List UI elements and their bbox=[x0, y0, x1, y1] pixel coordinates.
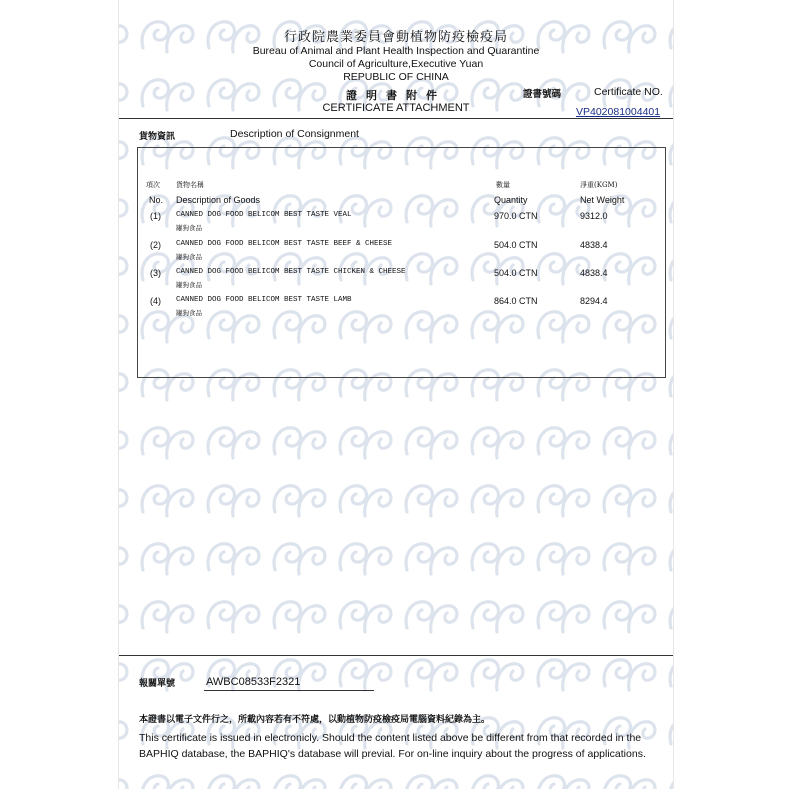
item-description-cn: 罐狗食品 bbox=[176, 309, 202, 317]
item-number: (4) bbox=[150, 296, 161, 306]
item-number: (1) bbox=[150, 211, 161, 221]
item-description: CANNED DOG FOOD BELICOM BEST TASTE BEEF & CHEESE bbox=[176, 240, 393, 248]
column-header-qty-cn: 數量 bbox=[496, 181, 510, 189]
column-header-weight-cn: 淨重(KGM) bbox=[580, 181, 618, 189]
header-divider bbox=[119, 118, 673, 119]
customs-declaration-label-cn: 報關單號 bbox=[139, 679, 176, 689]
item-quantity: 504.0 CTN bbox=[494, 268, 538, 278]
column-header-no-en: No. bbox=[149, 195, 164, 205]
certificate-number-label-en: Certificate NO. bbox=[594, 86, 663, 98]
item-net-weight: 9312.0 bbox=[580, 211, 608, 221]
item-net-weight: 8294.4 bbox=[580, 296, 608, 306]
country-name-en: REPUBLIC OF CHINA bbox=[343, 71, 449, 83]
customs-declaration-number: AWBC08533F2321 bbox=[206, 676, 301, 688]
electronic-issue-note-cn: 本證書以電子文件行之，所載內容若有不符處，以動植物防疫檢疫局電腦資料紀錄為主。 bbox=[139, 715, 491, 725]
column-header-weight-en: Net Weight bbox=[580, 195, 625, 205]
certificate-number-value: VP402081004401 bbox=[576, 106, 661, 118]
consignment-label-cn: 貨物資訊 bbox=[139, 132, 176, 142]
item-quantity: 970.0 CTN bbox=[494, 211, 538, 221]
document-title-en: CERTIFICATE ATTACHMENT bbox=[322, 102, 470, 114]
council-name-en: Council of Agriculture,Executive Yuan bbox=[308, 58, 484, 70]
item-description-cn: 罐狗食品 bbox=[176, 224, 202, 232]
column-header-desc-en: Description of Goods bbox=[176, 195, 261, 205]
item-description: CANNED DOG FOOD BELICOM BEST TASTE CHICKEN & CHEESE bbox=[176, 268, 406, 276]
item-quantity: 864.0 CTN bbox=[494, 296, 538, 306]
customs-declaration-underline bbox=[204, 690, 374, 691]
consignment-label-en: Description of Consignment bbox=[230, 128, 359, 140]
item-description-cn: 罐狗食品 bbox=[176, 281, 202, 289]
agency-name-en: Bureau of Animal and Plant Health Inspection and Quarantine bbox=[252, 45, 540, 57]
document-title-cn: 證明書附件 bbox=[346, 89, 446, 102]
agency-name-cn: 行政院農業委員會動植物防疫檢疫局 bbox=[283, 30, 508, 45]
item-number: (2) bbox=[150, 240, 161, 250]
footer-divider bbox=[119, 655, 673, 656]
item-description: CANNED DOG FOOD BELICOM BEST TASTE LAMB bbox=[176, 296, 352, 304]
column-header-qty-en: Quantity bbox=[494, 195, 528, 205]
column-header-no-cn: 項次 bbox=[146, 181, 160, 189]
item-description: CANNED DOG FOOD BELICOM BEST TASTE VEAL bbox=[176, 211, 352, 219]
item-description-cn: 罐狗食品 bbox=[176, 253, 202, 261]
column-header-desc-cn: 貨物名稱 bbox=[176, 181, 204, 189]
item-quantity: 504.0 CTN bbox=[494, 240, 538, 250]
certificate-page bbox=[118, 0, 674, 789]
item-net-weight: 4838.4 bbox=[580, 240, 608, 250]
item-net-weight: 4838.4 bbox=[580, 268, 608, 278]
electronic-issue-note-en: This certificate is issued in electronicly. Should the content listed above be different from that recorded in the BAPHIQ database, the BAPHIQ's database will previal. For on-line inquiry about the progress of applications. bbox=[139, 732, 646, 760]
item-number: (3) bbox=[150, 268, 161, 278]
certificate-number-label-cn: 證書號碼 bbox=[523, 89, 562, 100]
